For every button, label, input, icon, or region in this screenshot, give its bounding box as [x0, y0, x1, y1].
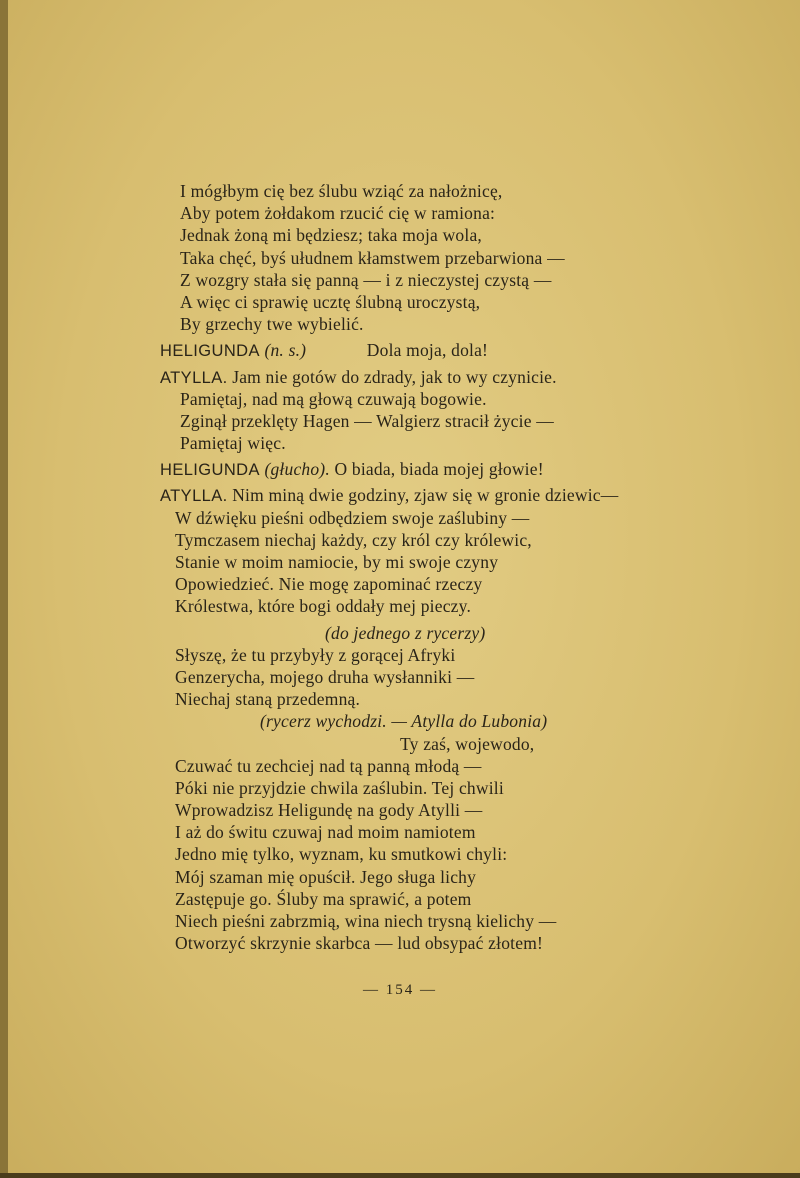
speaker-name: ATYLLA. [160, 368, 228, 387]
verse-line: I aż do świtu czuwaj nad moim namiotem [175, 822, 476, 843]
verse-line: Czuwać tu zechciej nad tą panną młodą — [175, 755, 482, 776]
verse-line: Wprowadzisz Heligundę na gody Atylli — [175, 800, 483, 821]
verse-line: Tymczasem niechaj każdy, czy król czy królewic, [175, 529, 532, 550]
verse-line: Z wozgry stała się panną — i z nieczystej czystą — [180, 269, 552, 290]
verse-line: Królestwa, które bogi oddały mej pieczy. [175, 596, 472, 617]
verse-line: W dźwięku pieśni odbędziem swoje zaślubiny — [175, 507, 530, 528]
verse-line: Jednak żoną mi będziesz; taka moja wola, [180, 225, 482, 246]
page-number: — 154 — [363, 982, 437, 998]
verse-line: Taka chęć, byś ułudnem kłamstwem przebarwiona — [180, 247, 565, 268]
dialogue: Nim miną dwie godziny, zjaw się w gronie dziewic— [232, 485, 619, 506]
verse-line: Zastępuje go. Śluby ma sprawić, a potem [175, 888, 472, 909]
dialogue: O biada, biada mojej głowie! [334, 459, 544, 480]
verse-line: Pamiętaj, nad mą głową czuwają bogowie. [180, 388, 487, 409]
heligunda-line-2 [160, 458, 720, 480]
verse-line: I mógłbym cię bez ślubu wziąć za nałożnicę, [180, 181, 503, 201]
speaker-name: ATYLLA. [160, 487, 228, 506]
verse-line: Póki nie przyjdzie chwila zaślubin. Tej chwili [175, 777, 504, 798]
stage-direction: (do jednego z rycerzy) [325, 622, 486, 643]
verse-line: Otworzyć skrzynie skarbca — lud obsypać złotem! [175, 933, 544, 954]
dialogue: Jam nie gotów do zdrady, jak to wy czynicie. [232, 366, 557, 387]
heligunda-line-1 [160, 339, 720, 361]
verse-line: Stanie w moim namiocie, by mi swoje czyny [175, 552, 499, 572]
atylla-line-1 [160, 366, 720, 388]
stage-direction: (rycerz wychodzi. — Atylla do Lubonia) [260, 711, 548, 732]
speaker-name: HELIGUNDA [160, 342, 260, 361]
stage-direction: (n. s.) [264, 340, 307, 361]
dialogue: Dola moja, dola! [366, 340, 489, 361]
page-left-edge [0, 0, 8, 1178]
verse-line: Mój szaman mię opuścił. Jego sługa lichy [175, 866, 477, 887]
stage-direction: (głucho). [264, 459, 330, 480]
verse-line: By grzechy twe wybielić. [180, 314, 364, 335]
verse-line: Aby potem żołdakom rzucić cię w ramiona: [180, 203, 496, 224]
drama-text [160, 180, 720, 954]
page-bottom-edge [0, 1173, 800, 1178]
verse-line: Jedno mię tylko, wyznam, ku smutkowi chyli: [175, 844, 508, 865]
verse-line: Pamiętaj więc. [180, 433, 286, 454]
verse-line: Opowiedzieć. Nie mogę zapominać rzeczy [175, 574, 483, 595]
verse-line: Słyszę, że tu przybyły z gorącej Afryki [175, 644, 456, 665]
verse-line: Zginął przeklęty Hagen — Walgierz stracił życie — [180, 410, 554, 431]
verse-line: Niech pieśni zabrzmią, wina niech trysną kielichy — [175, 911, 557, 931]
atylla-line-2 [160, 484, 720, 506]
verse-line: Niechaj staną przedemną. [175, 689, 361, 710]
verse-line: Ty zaś, wojewodo, [400, 733, 535, 754]
verse-line: Genzerycha, mojego druha wysłanniki — [175, 666, 475, 687]
speaker-name: HELIGUNDA [160, 461, 260, 480]
verse-line: A więc ci sprawię ucztę ślubną uroczystą, [180, 291, 481, 312]
